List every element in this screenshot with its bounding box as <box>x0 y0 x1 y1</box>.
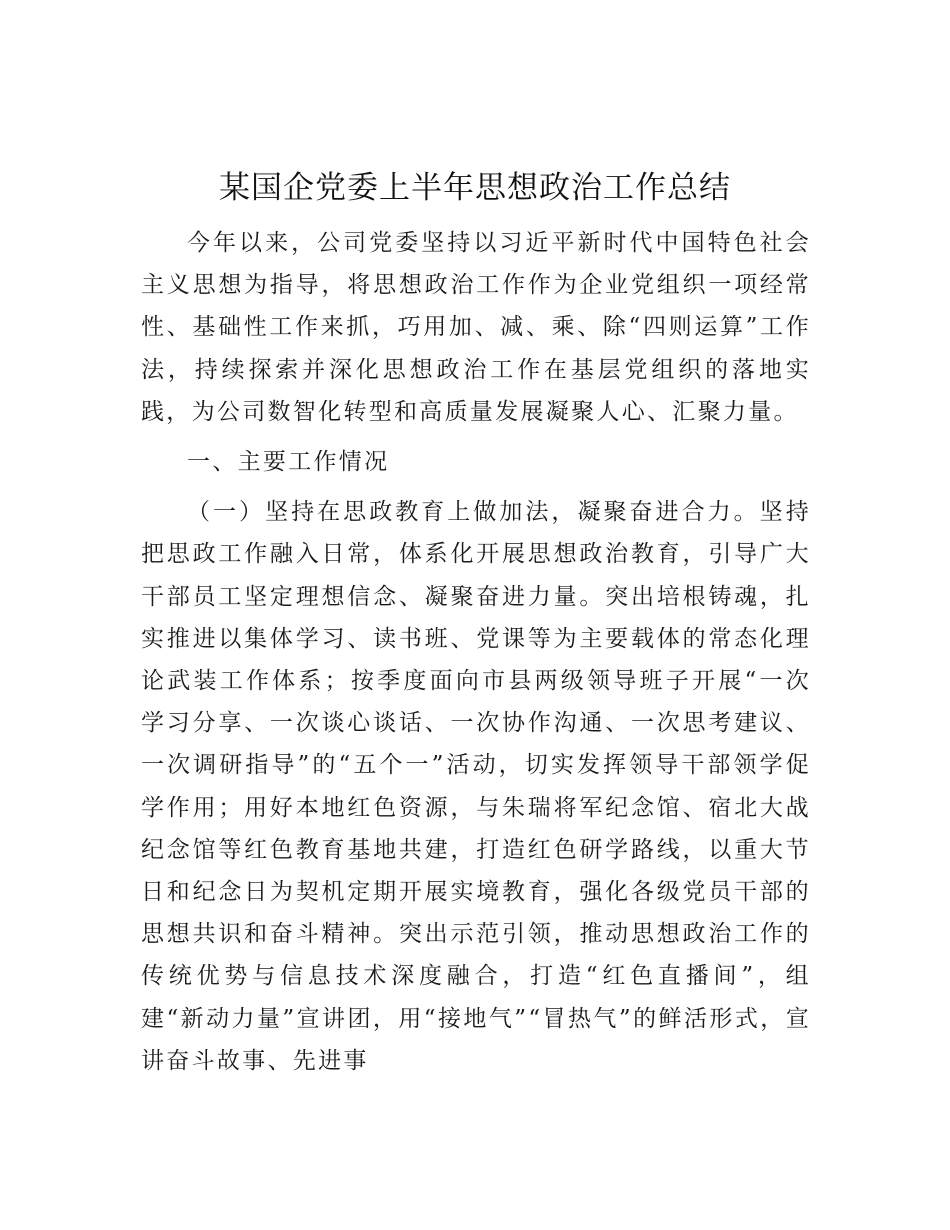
document-body <box>141 222 811 1082</box>
section-heading: 一、主要工作情况 <box>187 449 390 476</box>
section-1-paragraph: （一）坚持在思政教育上做加法，凝聚奋进合力。坚持把思政工作融入日常，体系化开展思想政治教育，引导广大干部员工坚定理想信念、凝聚奋进力量。突出培根铸魂，扎实推进以集体学习、读书班、党课等为主要载体的常态化理论武装工作体系；按季度面向市县两级领导班子开展“一次学习分享、一次谈心谈话、一次协作沟通、一次思考建议、一次调研指导”的“五个一”活动，切实发挥领导干部领学促学作用；用好本地红色资源，与朱瑞将军纪念馆、宿北大战纪念馆等红色教育基地共建，打造红色研学路线，以重大节日和纪念日为契机定期开展实境教育，强化各级党员干部的思想共识和奋斗精神。突出示范引领，推动思想政治工作的传统优势与信息技术深度融合，打造“红色直播间”，组建“新动力量”宣讲团，用“接地气”“冒热气”的鲜活形式，宣讲奋斗故事、先进事 <box>141 499 811 1074</box>
document-title: 某国企党委上半年思想政治工作总结 <box>219 170 731 206</box>
intro-paragraph: 今年以来，公司党委坚持以习近平新时代中国特色社会主义思想为指导，将思想政治工作作为企业党组织一项经常性、基础性工作来抓，巧用加、减、乘、除“四则运算”工作法，持续探索并深化思想政治工作在基层党组织的落地实践，为公司数智化转型和高质量发展凝聚人心、汇聚力量。 <box>141 230 811 425</box>
